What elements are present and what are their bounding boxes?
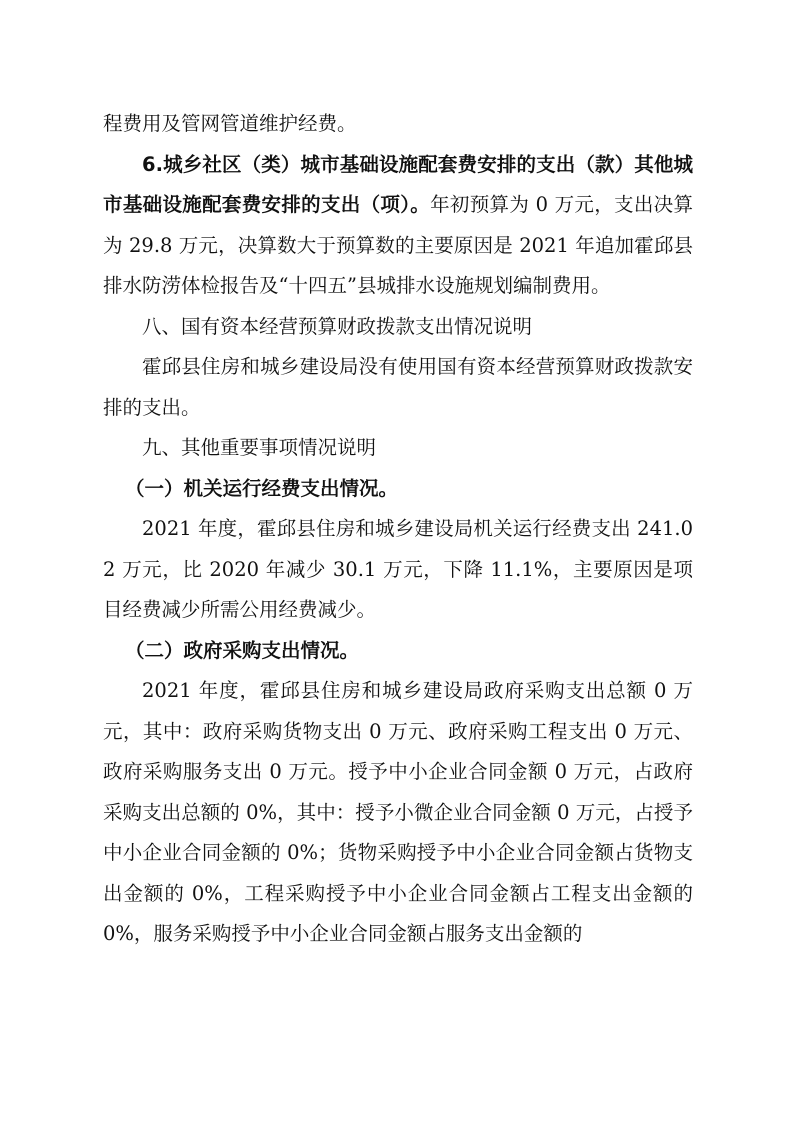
subheading-operating-costs: （一）机关运行经费支出情况。 <box>125 476 399 500</box>
section-heading-9: 九、其他重要事项情况说明 <box>142 436 377 459</box>
paragraph-state-capital: 霍邱县住房和城乡建设局没有使用国有资本经营预算财政拨款安排的支出。 <box>103 355 693 419</box>
paragraph-operating-costs: 2021 年度，霍邱县住房和城乡建设局机关运行经费支出 241.02 万元，比 2020 年减少 30.1 万元，下降 11.1%，主要原因是项目经费减少所需公用经费减少。 <box>103 517 693 621</box>
subheading-procurement: （二）政府采购支出情况。 <box>125 638 360 662</box>
paragraph-continuation: 程费用及管网管道维护经费。 <box>103 112 357 135</box>
document-body <box>103 104 693 955</box>
paragraph-item-6 <box>103 145 693 307</box>
paragraph-procurement: 2021 年度，霍邱县住房和城乡建设局政府采购支出总额 0 万元，其中：政府采购货物支出 0 万元、政府采购工程支出 0 万元、政府采购服务支出 0 万元。授予中小企业合同金额 0 万元，占政府采购支出总额的 0%，其中：授予小微企业合同金额 0 万元，占授予中小企业合同金额的 0%；货物采购授予中小企业合同金额占货物支出金额的 0%，工程采购授予中小企业合同金额占工程支出金额的 0%，服务采购授予中小企业合同金额占服务支出金额的 <box>103 679 693 945</box>
item-6-body: 年初预算为 0 万元，支出决算为 29.8 万元，决算数大于预算数的主要原因是 2021 年追加霍邱县排水防涝体检报告及“十四五”县城排水设施规划编制费用。 <box>103 193 693 297</box>
section-heading-8: 八、国有资本经营预算财政拨款支出情况说明 <box>142 314 533 338</box>
item-6-title: 6.城乡社区（类）城市基础设施配套费安排的支出（款）其他城市基础设施配套费安排的支出（项）。 <box>103 152 693 216</box>
